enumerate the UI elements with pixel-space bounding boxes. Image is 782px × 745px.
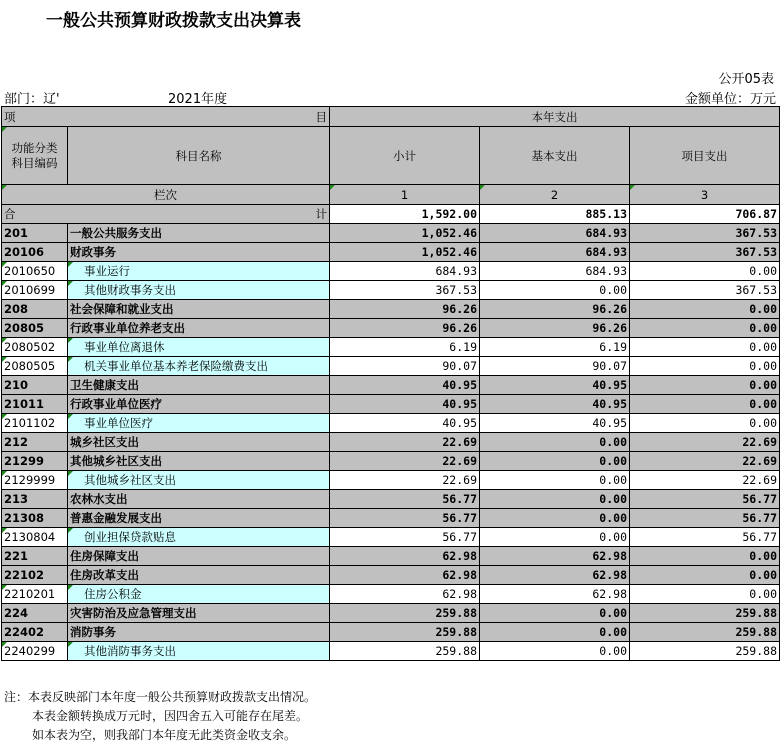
column-order-label: 栏次: [2, 185, 330, 205]
row-name: 事业单位医疗: [68, 414, 330, 433]
table-row: [2, 300, 780, 319]
row-basic: 0.00: [480, 490, 630, 509]
table-row: [2, 642, 780, 661]
row-code: 20805: [2, 319, 68, 338]
row-subtotal: 40.95: [330, 376, 480, 395]
row-subtotal: 259.88: [330, 623, 480, 642]
row-project: 0.00: [630, 566, 780, 585]
row-subtotal: 96.26: [330, 319, 480, 338]
row-subtotal: 22.69: [330, 452, 480, 471]
row-project: 22.69: [630, 471, 780, 490]
table-row: [2, 547, 780, 566]
row-name: 创业担保贷款贴息: [68, 528, 330, 547]
row-basic: 62.98: [480, 547, 630, 566]
row-project: 0.00: [630, 395, 780, 414]
row-subtotal: 684.93: [330, 262, 480, 281]
note-2: 本表金额转换成万元时，因四舍五入可能存在尾差。: [32, 709, 309, 723]
expenditure-table: [1, 106, 780, 661]
row-basic: 0.00: [480, 528, 630, 547]
row-subtotal: 56.77: [330, 528, 480, 547]
total-subtotal: 1,592.00: [330, 205, 480, 224]
row-code: 213: [2, 490, 68, 509]
row-project: 0.00: [630, 547, 780, 566]
row-basic: 0.00: [480, 604, 630, 623]
header-item-right: 目: [315, 109, 327, 124]
row-subtotal: 40.95: [330, 395, 480, 414]
row-project: 0.00: [630, 414, 780, 433]
row-subtotal: 1,052.46: [330, 224, 480, 243]
table-row: [2, 433, 780, 452]
row-subtotal: 367.53: [330, 281, 480, 300]
row-subtotal: 22.69: [330, 471, 480, 490]
row-code: 221: [2, 547, 68, 566]
row-basic: 0.00: [480, 642, 630, 661]
row-code: 22102: [2, 566, 68, 585]
row-project: 0.00: [630, 338, 780, 357]
row-project: 56.77: [630, 490, 780, 509]
row-code: 208: [2, 300, 68, 319]
row-subtotal: 90.07: [330, 357, 480, 376]
row-name: 消防事务: [68, 623, 330, 642]
row-subtotal: 56.77: [330, 509, 480, 528]
row-basic: 0.00: [480, 509, 630, 528]
row-code: 20106: [2, 243, 68, 262]
table-row: [2, 376, 780, 395]
table-row: [2, 490, 780, 509]
row-name: 事业运行: [68, 262, 330, 281]
total-project: 706.87: [630, 205, 780, 224]
row-basic: 0.00: [480, 623, 630, 642]
row-subtotal: 62.98: [330, 566, 480, 585]
table-row: [2, 414, 780, 433]
row-basic: 0.00: [480, 281, 630, 300]
table-row: [2, 623, 780, 642]
row-basic: 62.98: [480, 585, 630, 604]
row-code: 2129999: [2, 471, 68, 490]
row-basic: 0.00: [480, 433, 630, 452]
row-basic: 40.95: [480, 414, 630, 433]
row-subtotal: 22.69: [330, 433, 480, 452]
row-code: 2010699: [2, 281, 68, 300]
row-project: 0.00: [630, 262, 780, 281]
table-row: [2, 604, 780, 623]
row-name: 卫生健康支出: [68, 376, 330, 395]
row-code: 22402: [2, 623, 68, 642]
table-row: [2, 471, 780, 490]
row-name: 灾害防治及应急管理支出: [68, 604, 330, 623]
header-item-cell: [2, 107, 330, 127]
row-subtotal: 62.98: [330, 585, 480, 604]
header-basic: 基本支出: [480, 127, 630, 185]
form-number: 公开05表: [718, 72, 774, 87]
row-name: 其他城乡社区支出: [68, 452, 330, 471]
row-code: 2240299: [2, 642, 68, 661]
row-name: 城乡社区支出: [68, 433, 330, 452]
row-name: 机关事业单位基本养老保险缴费支出: [68, 357, 330, 376]
table-row: [2, 528, 780, 547]
row-code: 21299: [2, 452, 68, 471]
row-project: 259.88: [630, 604, 780, 623]
table-row: [2, 338, 780, 357]
table-row: [2, 262, 780, 281]
department-label: 部门：辽': [4, 92, 60, 107]
note-3: 如本表为空，则我部门本年度无此类资金收支余。: [32, 728, 297, 742]
row-subtotal: 6.19: [330, 338, 480, 357]
header-subtotal: 小计: [330, 127, 480, 185]
row-code: 2010650: [2, 262, 68, 281]
report-title: 一般公共预算财政拨款支出决算表: [46, 11, 301, 31]
row-name: 事业单位离退休: [68, 338, 330, 357]
row-project: 259.88: [630, 642, 780, 661]
header-code-col: 功能分类 科目编码: [2, 127, 68, 185]
fiscal-year: 2021年度: [168, 92, 228, 107]
row-subtotal: 259.88: [330, 604, 480, 623]
row-subtotal: 62.98: [330, 547, 480, 566]
row-code: 2101102: [2, 414, 68, 433]
row-basic: 0.00: [480, 471, 630, 490]
row-subtotal: 40.95: [330, 414, 480, 433]
table-row: [2, 566, 780, 585]
row-basic: 6.19: [480, 338, 630, 357]
row-project: 367.53: [630, 224, 780, 243]
notes: [4, 688, 316, 745]
row-code: 2210201: [2, 585, 68, 604]
row-basic: 62.98: [480, 566, 630, 585]
header-current-year: 本年支出: [330, 107, 780, 127]
row-basic: 684.93: [480, 262, 630, 281]
row-basic: 0.00: [480, 452, 630, 471]
amount-unit: 金额单位：万元: [684, 92, 776, 107]
row-code: 201: [2, 224, 68, 243]
table-row: [2, 395, 780, 414]
row-basic: 90.07: [480, 357, 630, 376]
row-name: 住房改革支出: [68, 566, 330, 585]
row-code: 212: [2, 433, 68, 452]
row-subtotal: 259.88: [330, 642, 480, 661]
row-basic: 684.93: [480, 243, 630, 262]
row-name: 住房公积金: [68, 585, 330, 604]
row-name: 其他财政事务支出: [68, 281, 330, 300]
row-basic: 40.95: [480, 395, 630, 414]
table-row: [2, 224, 780, 243]
table-row: [2, 357, 780, 376]
row-name: 普惠金融发展支出: [68, 509, 330, 528]
row-basic: 40.95: [480, 376, 630, 395]
row-name: 其他城乡社区支出: [68, 471, 330, 490]
row-project: 22.69: [630, 452, 780, 471]
table-row: [2, 452, 780, 471]
row-code: 224: [2, 604, 68, 623]
table-row: [2, 509, 780, 528]
row-project: 0.00: [630, 300, 780, 319]
row-name: 行政事业单位养老支出: [68, 319, 330, 338]
row-basic: 96.26: [480, 319, 630, 338]
row-project: 367.53: [630, 281, 780, 300]
row-project: 259.88: [630, 623, 780, 642]
row-name: 一般公共服务支出: [68, 224, 330, 243]
row-name: 住房保障支出: [68, 547, 330, 566]
row-project: 56.77: [630, 509, 780, 528]
row-code: 2080505: [2, 357, 68, 376]
total-basic: 885.13: [480, 205, 630, 224]
row-code: 2080502: [2, 338, 68, 357]
row-code: 2130804: [2, 528, 68, 547]
column-number-1: 1: [330, 185, 480, 205]
header-item-left: 项: [4, 109, 16, 124]
column-number-2: 2: [480, 185, 630, 205]
table-row: [2, 281, 780, 300]
table-row: [2, 585, 780, 604]
row-name: 社会保障和就业支出: [68, 300, 330, 319]
row-basic: 96.26: [480, 300, 630, 319]
row-project: 0.00: [630, 376, 780, 395]
row-project: 0.00: [630, 585, 780, 604]
note-1: 注：本表反映部门本年度一般公共预算财政拨款支出情况。: [4, 690, 317, 704]
row-name: 农林水支出: [68, 490, 330, 509]
column-number-3: 3: [630, 185, 780, 205]
row-name: 其他消防事务支出: [68, 642, 330, 661]
row-code: 21308: [2, 509, 68, 528]
row-project: 22.69: [630, 433, 780, 452]
table-row: [2, 243, 780, 262]
row-subtotal: 96.26: [330, 300, 480, 319]
total-row: [2, 205, 780, 224]
row-basic: 684.93: [480, 224, 630, 243]
row-project: 367.53: [630, 243, 780, 262]
header-name-col: 科目名称: [68, 127, 330, 185]
row-subtotal: 56.77: [330, 490, 480, 509]
row-subtotal: 1,052.46: [330, 243, 480, 262]
row-project: 0.00: [630, 319, 780, 338]
row-project: 0.00: [630, 357, 780, 376]
row-name: 行政事业单位医疗: [68, 395, 330, 414]
table-row: [2, 319, 780, 338]
row-code: 210: [2, 376, 68, 395]
header-project: 项目支出: [630, 127, 780, 185]
table-body: [2, 224, 780, 661]
row-code: 21011: [2, 395, 68, 414]
row-project: 56.77: [630, 528, 780, 547]
row-name: 财政事务: [68, 243, 330, 262]
total-label: 合 计: [2, 205, 330, 224]
